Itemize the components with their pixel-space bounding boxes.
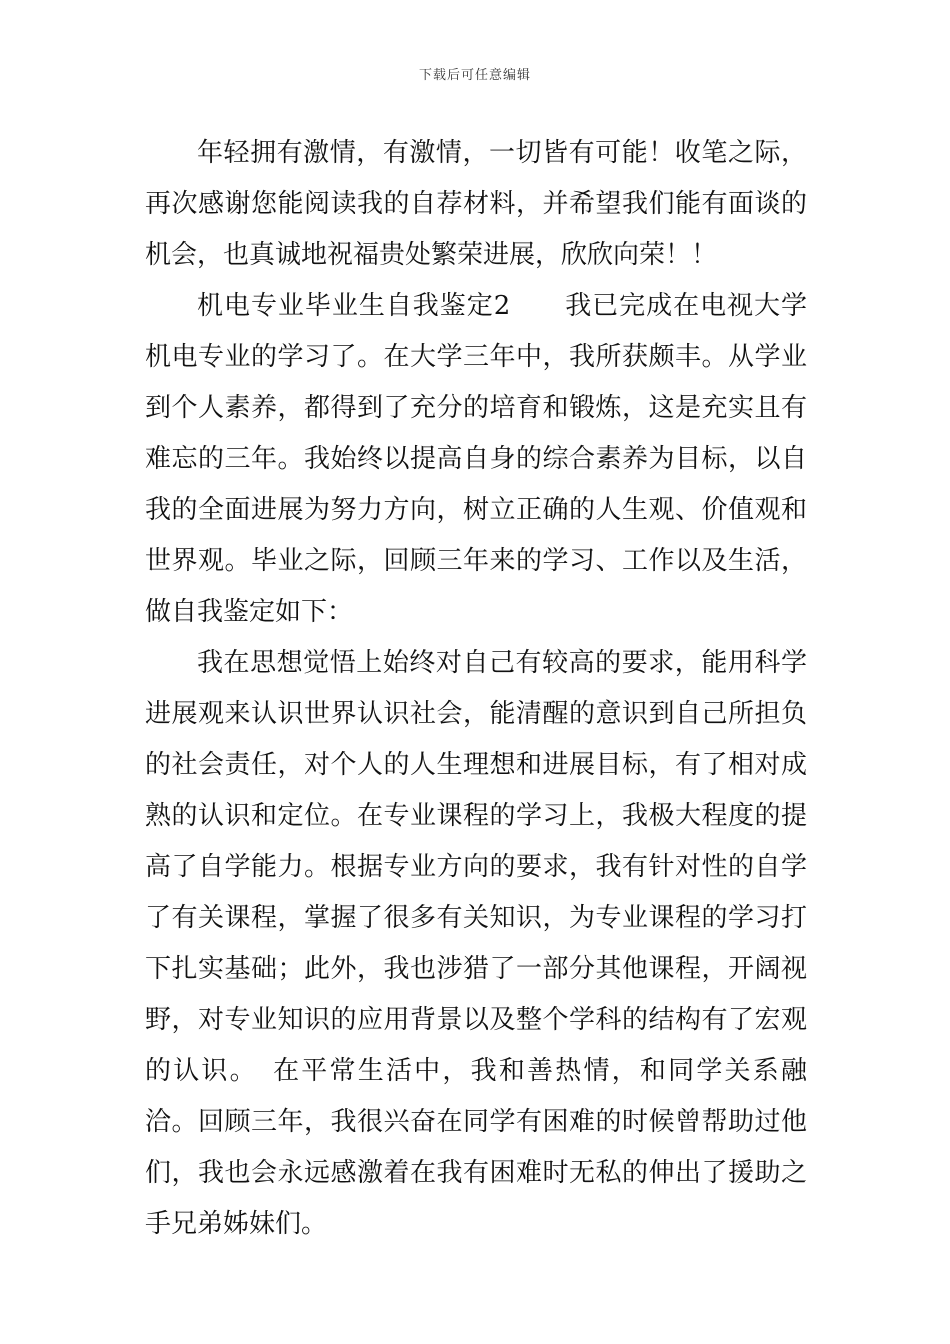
paragraph-closing: 年轻拥有激情，有激情，一切皆有可能！收笔之际，再次感谢您能阅读我的自荐材料，并希望我们能有面谈的机会，也真诚地祝福贵处繁荣进展，欣欣向荣！！ [145,138,807,270]
paragraph-self-assessment-intro: 机电专业毕业生自我鉴定2 我已完成在电视大学机电专业的学习了。在大学三年中，我所获颇丰。从学业到个人素养，都得到了充分的培育和锻炼，这是充实且有难忘的三年。我始终以提高自身的综合素养为目标，以自我的全面进展为努力方向，树立正确的人生观、价值观和世界观。毕业之际，回顾三年来的学习、工作以及生活，做自我鉴定如下： [145,291,807,627]
paragraph-self-assessment-details: 我在思想觉悟上始终对自己有较高的要求，能用科学进展观来认识世界认识社会，能清醒的意识到自己所担负的社会责任，对个人的人生理想和进展目标，有了相对成熟的认识和定位。在专业课程的学习上，我极大程度的提高了自学能力。根据专业方向的要求，我有针对性的自学了有关课程，掌握了很多有关知识，为专业课程的学习打下扎实基础；此外，我也涉猎了一部分其他课程，开阔视野，对专业知识的应用背景以及整个学科的结构有了宏观的认识。 在平常生活中，我和善热情，和同学关系融洽。回顾三年，我很兴奋在同学有困难的时候曾帮助过他们，我也会永远感激着在我有困难时无私的伸出了援助之手兄弟姊妹们。 [145,648,807,1239]
document-body [145,128,807,1250]
page-header-note: 下载后可任意编辑 [418,68,531,83]
